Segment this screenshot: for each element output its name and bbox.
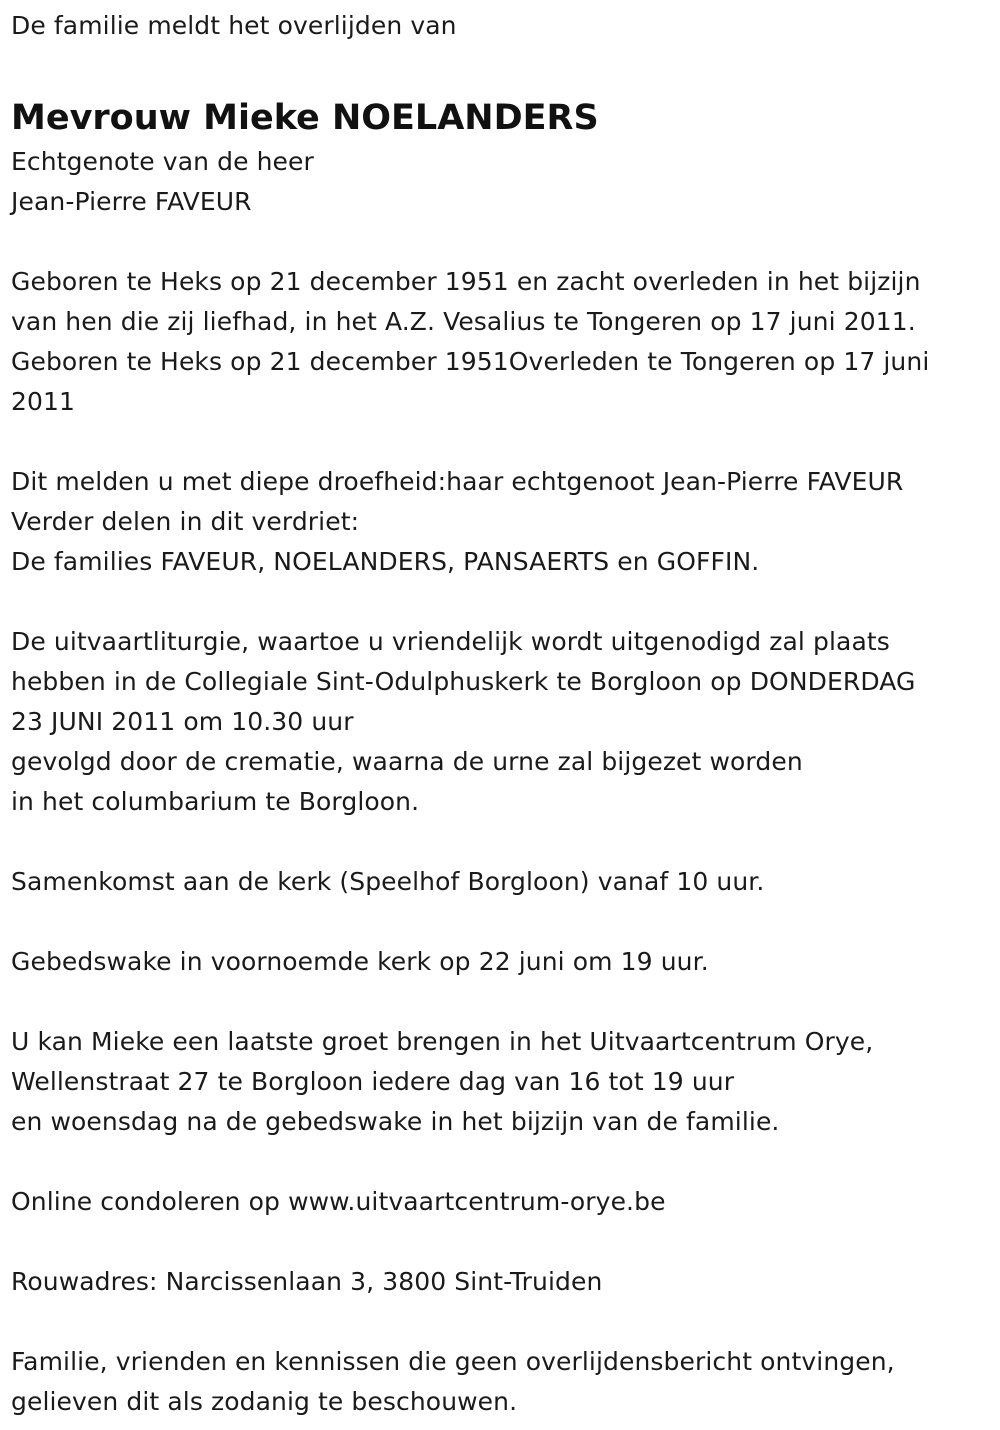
paragraph-line: Verder delen in dit verdriet: [11,507,360,536]
paragraph-line: Wellenstraat 27 te Borgloon iedere dag van 16 tot 19 uur [11,1067,735,1096]
paragraph-line: gelieven dit als zodanig te beschouwen. [11,1387,518,1416]
paragraph-line: en woensdag na de gebedswake in het bijzijn van de familie. [11,1107,780,1136]
paragraph-line: De families FAVEUR, NOELANDERS, PANSAERTS en GOFFIN. [11,547,760,576]
closing-paragraph [11,1342,1000,1422]
paragraph-line: De uitvaartliturgie, waartoe u vriendelijk wordt uitgenodigd zal plaats [11,627,890,656]
spacer [11,902,1000,942]
spacer [11,982,1000,1022]
intro-text: De familie meldt het overlijden van [11,11,457,40]
paragraph-line: U kan Mieke een laatste groet brengen in het Uitvaartcentrum Orye, [11,1027,874,1056]
funeral-paragraph [11,622,1000,822]
spacer [11,46,1000,94]
gathering-text: Samenkomst aan de kerk (Speelhof Borgloon) vanaf 10 uur. [11,867,765,896]
spacer [11,1222,1000,1262]
spouse-relation [11,142,1000,222]
spacer [11,422,1000,462]
announcers-paragraph [11,462,1000,582]
paragraph-line: Geboren te Heks op 21 december 1951 en zacht overleden in het bijzijn [11,267,921,296]
spacer [11,822,1000,862]
paragraph-line: van hen die zij liefhad, in het A.Z. Vesalius te Tongeren op 17 juni 2011. [11,307,916,336]
paragraph-line: Dit melden u met diepe droefheid:haar echtgenoot Jean-Pierre FAVEUR [11,467,904,496]
birth-death-paragraph [11,262,1000,422]
spacer [11,1302,1000,1342]
vigil-text: Gebedswake in voornoemde kerk op 22 juni om 19 uur. [11,947,709,976]
paragraph-line: 2011 [11,387,76,416]
deceased-name: Mevrouw Mieke NOELANDERS [11,98,599,138]
paragraph-line: Familie, vrienden en kennissen die geen overlijdensbericht ontvingen, [11,1347,895,1376]
paragraph-line: hebben in de Collegiale Sint-Odulphuskerk te Borgloon op DONDERDAG [11,667,916,696]
spacer [11,582,1000,622]
relation-line: Jean-Pierre FAVEUR [11,187,252,216]
paragraph-line: 23 JUNI 2011 om 10.30 uur [11,707,354,736]
paragraph-line: Geboren te Heks op 21 december 1951Overleden te Tongeren op 17 juni [11,347,930,376]
paragraph-line: gevolgd door de crematie, waarna de urne zal bijgezet worden [11,747,803,776]
paragraph-line: in het columbarium te Borgloon. [11,787,420,816]
condolences-text: Online condoleren op www.uitvaartcentrum-orye.be [11,1187,666,1216]
visitation-paragraph [11,1022,1000,1142]
spacer [11,222,1000,262]
spacer [11,1142,1000,1182]
mourning-address: Rouwadres: Narcissenlaan 3, 3800 Sint-Truiden [11,1267,603,1296]
relation-line: Echtgenote van de heer [11,147,314,176]
